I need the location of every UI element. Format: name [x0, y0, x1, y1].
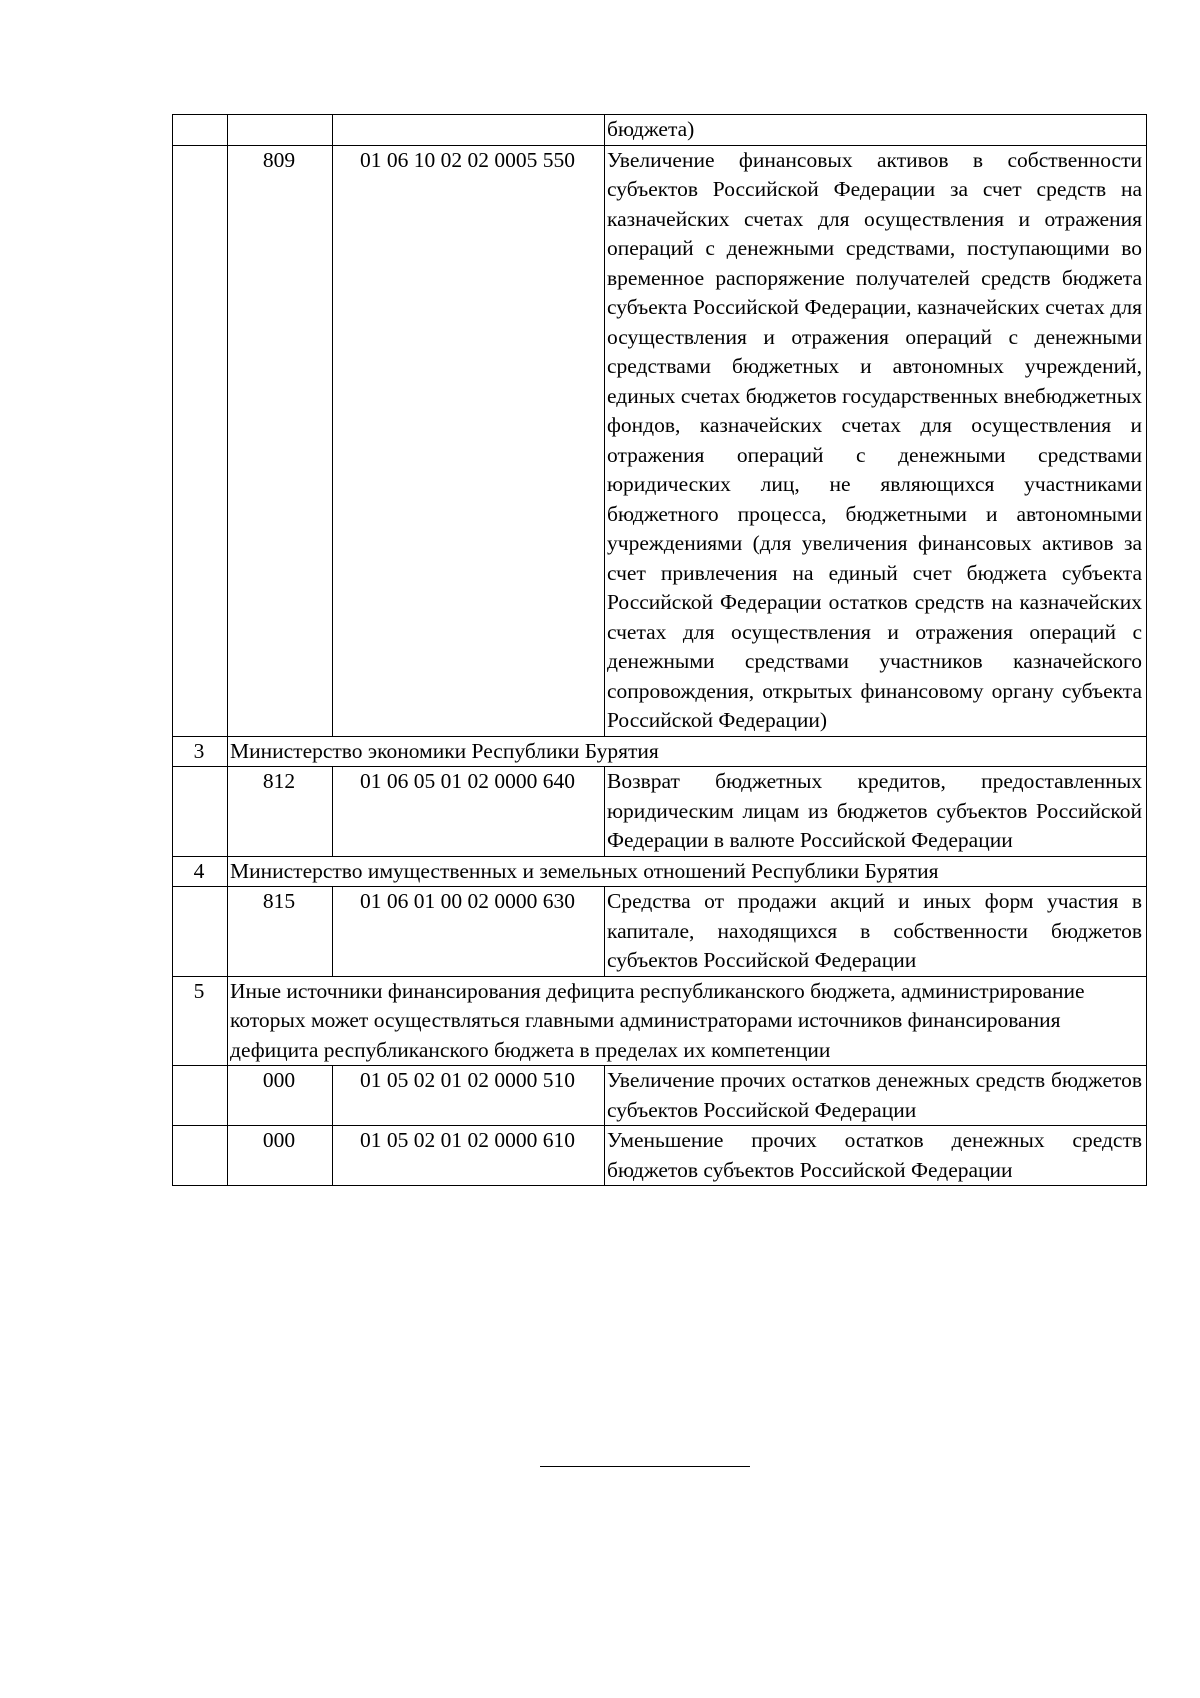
source-description: Уменьшение прочих остатков денежных средств бюджетов субъектов Российской Федерации	[605, 1126, 1147, 1186]
row-number	[173, 887, 228, 977]
section-heading-row	[173, 856, 1147, 887]
source-description: Средства от продажи акций и иных форм участия в капитале, находящихся в собственности бюджетов субъектов Российской Федерации	[605, 887, 1147, 977]
end-of-document-divider	[540, 1466, 750, 1467]
section-title: Иные источники финансирования дефицита республиканского бюджета, администрирование которых может осуществляться главными администраторами источников финансирования дефицита республиканского бюджета в пределах их компетенции	[228, 976, 1147, 1066]
section-title: Министерство экономики Республики Бурятия	[228, 736, 1147, 767]
administrator-code	[228, 115, 333, 146]
source-code: 01 05 02 01 02 0000 610	[333, 1126, 605, 1186]
administrator-code: 815	[228, 887, 333, 977]
section-number: 4	[173, 856, 228, 887]
table-row	[173, 1066, 1147, 1126]
row-number	[173, 145, 228, 736]
administrator-code: 812	[228, 767, 333, 857]
section-number: 3	[173, 736, 228, 767]
section-heading-row	[173, 736, 1147, 767]
source-description: бюджета)	[605, 115, 1147, 146]
table-row	[173, 887, 1147, 977]
budget-sources-table	[172, 114, 1147, 1186]
table-row	[173, 115, 1147, 146]
administrator-code: 000	[228, 1066, 333, 1126]
section-title: Министерство имущественных и земельных отношений Республики Бурятия	[228, 856, 1147, 887]
source-description: Возврат бюджетных кредитов, предоставленных юридическим лицам из бюджетов субъектов Российской Федерации в валюте Российской Федерации	[605, 767, 1147, 857]
section-number: 5	[173, 976, 228, 1066]
source-description: Увеличение финансовых активов в собственности субъектов Российской Федерации за счет средств на казначейских счетах для осуществления и отражения операций с денежными средствами, поступающими во временное распоряжение получателей средств бюджета субъекта Российской Федерации, казначейских счетах для осуществления и отражения операций с денежными средствами бюджетных и автономных учреждений, единых счетах бюджетов государственных внебюджетных фондов, казначейских счетах для осуществления и отражения операций с денежными средствами юридических лиц, не являющихся участниками бюджетного процесса, бюджетными и автономными учреждениями (для увеличения финансовых активов за счет привлечения на единый счет бюджета субъекта Российской Федерации остатков средств на казначейских счетах для осуществления и отражения операций с денежными средствами участников казначейского сопровождения, открытых финансовому органу субъекта Российской Федерации)	[605, 145, 1147, 736]
table-row	[173, 1126, 1147, 1186]
source-code	[333, 115, 605, 146]
administrator-code: 809	[228, 145, 333, 736]
source-description: Увеличение прочих остатков денежных средств бюджетов субъектов Российской Федерации	[605, 1066, 1147, 1126]
source-code: 01 05 02 01 02 0000 510	[333, 1066, 605, 1126]
row-number	[173, 1066, 228, 1126]
row-number	[173, 767, 228, 857]
source-code: 01 06 05 01 02 0000 640	[333, 767, 605, 857]
table-row	[173, 145, 1147, 736]
row-number	[173, 115, 228, 146]
source-code: 01 06 10 02 02 0005 550	[333, 145, 605, 736]
table-row	[173, 767, 1147, 857]
administrator-code: 000	[228, 1126, 333, 1186]
section-heading-row	[173, 976, 1147, 1066]
row-number	[173, 1126, 228, 1186]
source-code: 01 06 01 00 02 0000 630	[333, 887, 605, 977]
